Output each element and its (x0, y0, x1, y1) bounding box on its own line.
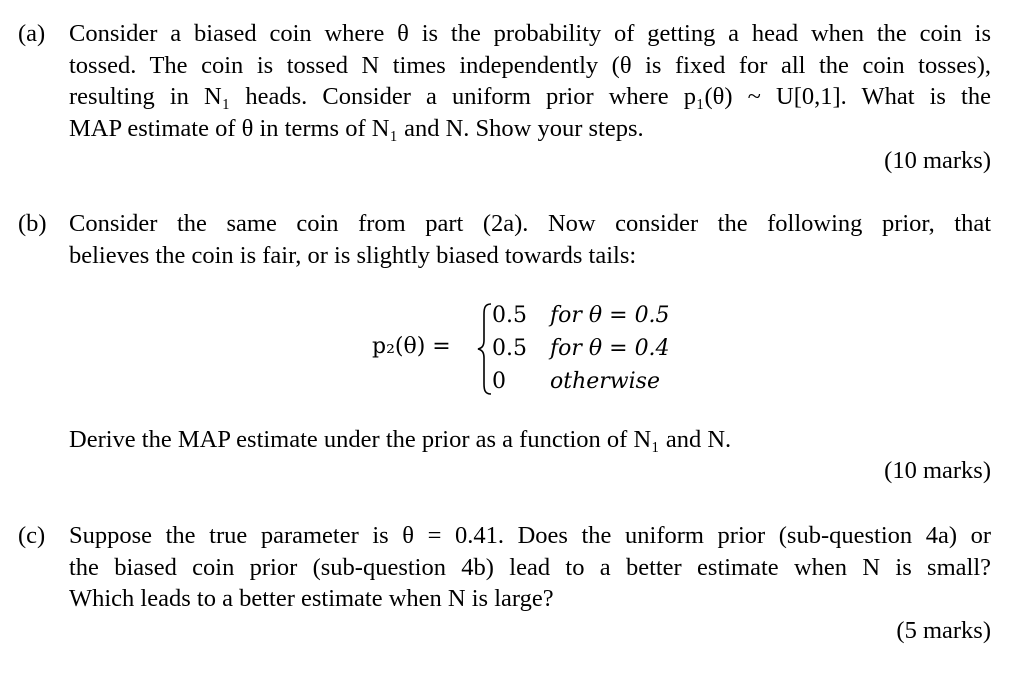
part-c-line-2: the biased coin prior (sub-question 4b) lead to a better estimate when N is small? (69, 553, 991, 581)
part-c-line-1: Suppose the true parameter is θ = 0.41. Does the uniform prior (sub-question 4a) or (69, 522, 991, 549)
prior-case-value: 0 (492, 369, 506, 394)
part-a-label: (a) (18, 20, 46, 47)
part-b-derive-text (69, 424, 991, 456)
part-c-text (69, 520, 991, 615)
prior-case-value: 0.5 (492, 336, 527, 361)
prior-case-condition: otherwise (550, 369, 660, 394)
part-b-line-1: Consider the same coin from part (2a). Now consider the following prior, that (69, 210, 991, 237)
part-c-line-3: Which leads to a better estimate when N is large? (69, 585, 554, 612)
part-a-line-1: Consider a biased coin where θ is the probability of getting a head when the coin is (69, 20, 991, 47)
prior-piecewise-equation (372, 300, 702, 400)
prior-case-condition: for θ = 0.5 (550, 303, 670, 328)
part-a-line-4: MAP estimate of θ in terms of N₁ and N. Show your steps. (69, 114, 644, 142)
part-a-marks: (10 marks) (884, 147, 991, 174)
prior-case-condition: for θ = 0.4 (550, 336, 670, 361)
part-b-text (69, 208, 991, 271)
part-a-text (69, 18, 991, 144)
prior-lhs: p₂(θ) = (372, 334, 451, 359)
part-c-marks: (5 marks) (896, 617, 991, 644)
part-b-line-3: Derive the MAP estimate under the prior as a function of N₁ and N. (69, 426, 732, 453)
part-c-label: (c) (18, 522, 46, 549)
part-b-marks: (10 marks) (884, 457, 991, 484)
prior-case-value: 0.5 (492, 303, 527, 328)
part-a-line-2: tossed. The coin is tossed N times independently (θ is fixed for all the coin tosses), (69, 51, 991, 79)
part-b-label: (b) (18, 210, 47, 237)
part-b-line-2: believes the coin is fair, or is slightly biased towards tails: (69, 241, 637, 269)
part-a-line-3: resulting in N₁ heads. Consider a uniform prior where p₁(θ) ~ U[0,1]. What is the (69, 83, 991, 110)
